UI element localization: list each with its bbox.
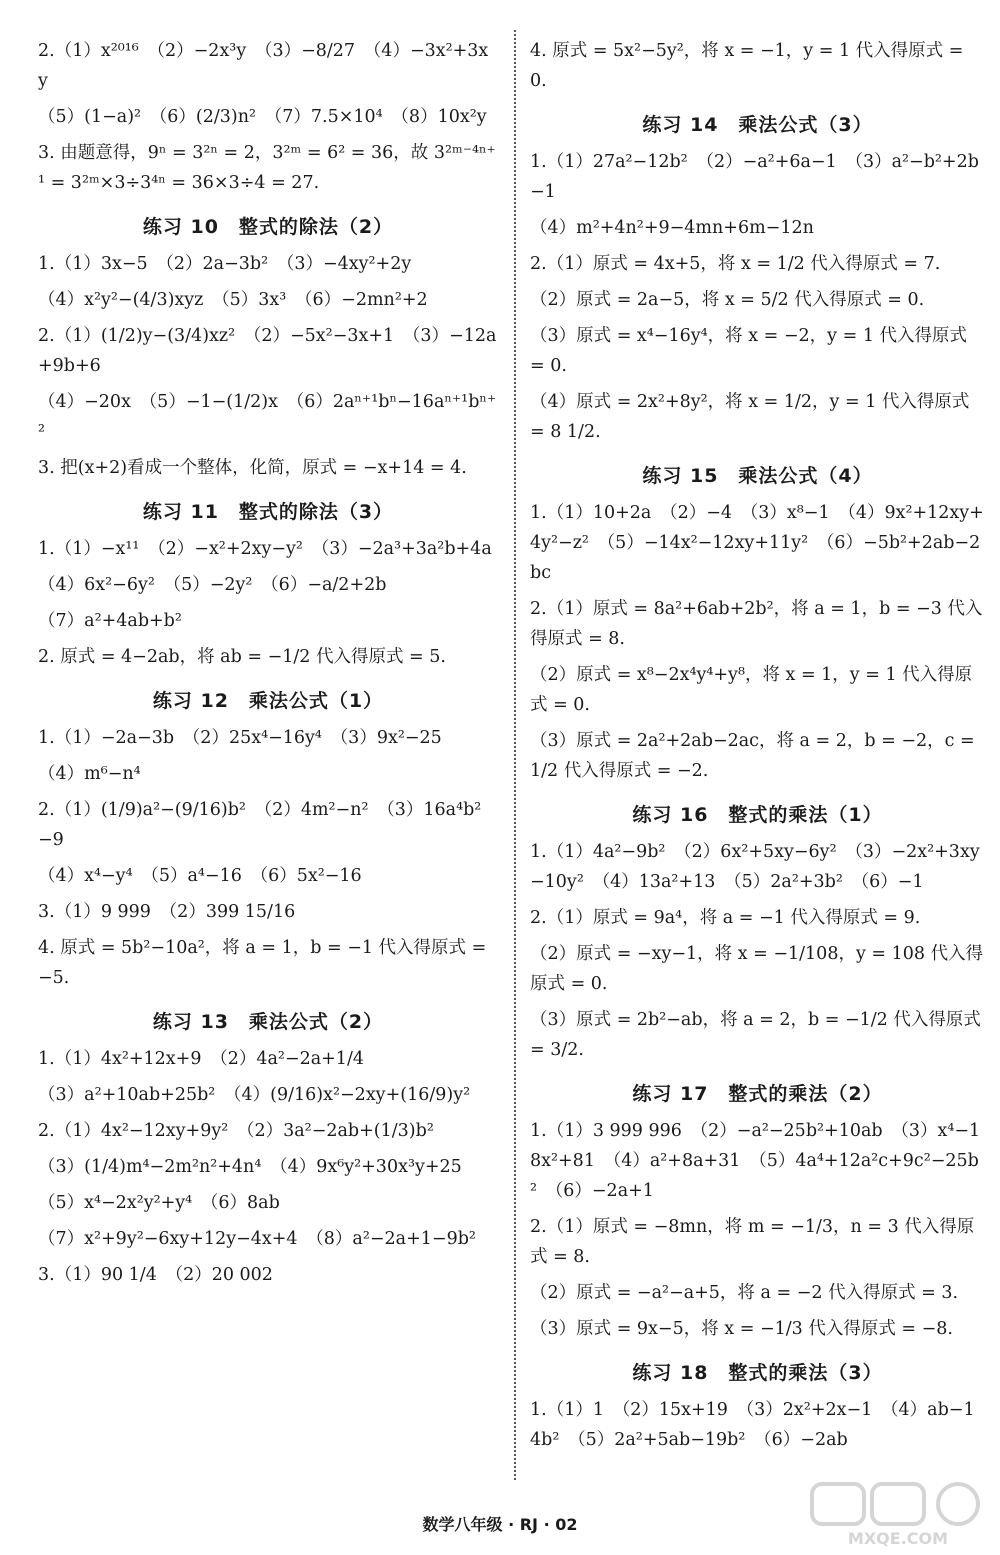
answer-line: 3.（1）90 1/4 （2）20 002 xyxy=(38,1265,273,1285)
answer-line: （3）原式 = 2a²+2ab−2ac，将 a = 2，b = −2，c = 1/2 代入得原式 = −2. xyxy=(530,731,981,781)
answer-line: 2.（1）原式 = 4x+5，将 x = 1/2 代入得原式 = 7. xyxy=(530,254,941,274)
answer-line: 4. 原式 = 5x²−5y²，将 x = −1，y = 1 代入得原式 = 0. xyxy=(530,41,969,91)
answer-line: 1.（1）1 （2）15x+19 （3）2x²+2x−1 （4）ab−14b² （5）2a²+5ab−19b² （6）−2ab xyxy=(530,1400,975,1450)
answer-line: 1.（1）10+2a （2）−4 （3）x⁸−1 （4）9x²+12xy+4y²−z² （5）−14x²−12xy+11y² （6）−5b²+2ab−2bc xyxy=(530,503,984,583)
answer-line: 2. 原式 = 4−2ab，将 ab = −1/2 代入得原式 = 5. xyxy=(38,647,446,667)
answer-line: 2.（1）原式 = −8mn，将 m = −1/3，n = 3 代入得原式 = 8. xyxy=(530,1217,975,1267)
answer-line: （3）原式 = 9x−5，将 x = −1/3 代入得原式 = −8. xyxy=(530,1319,953,1339)
answer-line: （5）(1−a)² （6）(2/3)n² （7）7.5×10⁴ （8）10x²y xyxy=(38,107,487,127)
answer-line: （2）原式 = −a²−a+5，将 a = −2 代入得原式 = 3. xyxy=(530,1283,959,1303)
answer-line: （3）原式 = 2b²−ab，将 a = 2，b = −1/2 代入得原式 = 3/2. xyxy=(530,1010,987,1060)
answer-line: 1.（1）27a²−12b² （2）−a²+6a−1 （3）a²−b²+2b−1 xyxy=(530,152,979,202)
section-title: 练习 18 整式的乘法（3） xyxy=(632,1362,883,1384)
answer-line: （2）原式 = 2a−5，将 x = 5/2 代入得原式 = 0. xyxy=(530,290,925,310)
section-title: 练习 16 整式的乘法（1） xyxy=(632,804,883,826)
answer-line: 1.（1）3x−5 （2）2a−3b² （3）−4xy²+2y xyxy=(38,254,412,274)
answer-line: （5）x⁴−2x²y²+y⁴ （6）8ab xyxy=(38,1193,280,1213)
answer-line: （4）x⁴−y⁴ （5）a⁴−16 （6）5x²−16 xyxy=(38,866,362,886)
left-column xyxy=(38,30,498,1296)
answer-line: 2.（1）原式 = 8a²+6ab+2b²，将 a = 1，b = −3 代入得原式 = 8. xyxy=(530,599,983,649)
watermark-logo xyxy=(808,1480,988,1550)
answer-line: （4）6x²−6y² （5）−2y² （6）−a/2+2b xyxy=(38,575,387,595)
answer-line: （4）m⁶−n⁴ xyxy=(38,764,141,784)
answer-line: （7）a²+4ab+b² xyxy=(38,611,182,631)
answer-line: （3）(1/4)m⁴−2m²n²+4n⁴ （4）9x⁶y²+30x³y+25 xyxy=(38,1157,462,1177)
section-title: 练习 17 整式的乘法（2） xyxy=(632,1083,883,1105)
answer-line: 1.（1）−2a−3b （2）25x⁴−16y⁴ （3）9x²−25 xyxy=(38,728,442,748)
section-title: 练习 12 乘法公式（1） xyxy=(152,690,384,712)
answer-line: 2.（1）(1/2)y−(3/4)xz² （2）−5x²−3x+1 （3）−12a+9b+6 xyxy=(38,326,497,376)
answer-line: 4. 原式 = 5b²−10a²，将 a = 1，b = −1 代入得原式 = −5. xyxy=(38,938,492,988)
answer-line: 1.（1）4a²−9b² （2）6x²+5xy−6y² （3）−2x²+3xy−10y² （4）13a²+13 （5）2a²+3b² （6）−1 xyxy=(530,842,980,892)
answer-line: （4）m²+4n²+9−4mn+6m−12n xyxy=(530,218,814,238)
answer-line: 1.（1）4x²+12x+9 （2）4a²−2a+1/4 xyxy=(38,1049,364,1069)
page-footer: 数学八年级 · RJ · 02 xyxy=(422,1515,578,1534)
section-title: 练习 15 乘法公式（4） xyxy=(642,465,873,487)
answer-line: 3. 由题意得，9ⁿ = 3²ⁿ = 2，3²ᵐ = 6² = 36，故 3²ᵐ⁻⁴ⁿ⁺¹ = 3²ᵐ×3÷3⁴ⁿ = 36×3÷4 = 27. xyxy=(38,143,496,193)
section-title: 练习 11 整式的除法（3） xyxy=(142,501,394,523)
section-title: 练习 14 乘法公式（3） xyxy=(642,114,873,136)
answer-line: 2.（1）4x²−12xy+9y² （2）3a²−2ab+(1/3)b² xyxy=(38,1121,434,1141)
answer-line: 1.（1）−x¹¹ （2）−x²+2xy−y² （3）−2a³+3a²b+4a xyxy=(38,539,492,559)
right-column xyxy=(530,30,985,1461)
column-divider xyxy=(514,30,516,1480)
section-title: 练习 10 整式的除法（2） xyxy=(142,216,394,238)
answer-line: 2.（1）(1/9)a²−(9/16)b² （2）4m²−n² （3）16a⁴b²−9 xyxy=(38,800,482,850)
answer-line: （4）原式 = 2x²+8y²，将 x = 1/2，y = 1 代入得原式 = 8 1/2. xyxy=(530,392,975,442)
answer-line: （3）a²+10ab+25b² （4）(9/16)x²−2xy+(16/9)y² xyxy=(38,1085,471,1105)
answer-line: 3. 把(x+2)看成一个整体，化简，原式 = −x+14 = 4. xyxy=(38,458,467,478)
watermark-text: MXQE.COM xyxy=(847,1529,949,1548)
answer-line: 1.（1）3 999 996 （2）−a²−25b²+10ab （3）x⁴−18x²+81 （4）a²+8a+31 （5）4a⁴+12a²c+9c²−25b² （6）−2a+1 xyxy=(530,1121,981,1201)
answer-line: （2）原式 = −xy−1，将 x = −1/108，y = 108 代入得原式 = 0. xyxy=(530,944,984,994)
section-title: 练习 13 乘法公式（2） xyxy=(152,1011,384,1033)
answer-line: 2.（1）原式 = 9a⁴，将 a = −1 代入得原式 = 9. xyxy=(530,908,921,928)
answer-line: （4）−20x （5）−1−(1/2)x （6）2aⁿ⁺¹bⁿ−16aⁿ⁺¹bⁿ⁺² xyxy=(38,392,497,442)
answer-line: 3.（1）9 999 （2）399 15/16 xyxy=(38,902,296,922)
answer-line: 2.（1）x²⁰¹⁶ （2）−2x³y （3）−8/27 （4）−3x²+3xy xyxy=(38,41,489,91)
answer-line: （3）原式 = x⁴−16y⁴，将 x = −2，y = 1 代入得原式 = 0. xyxy=(530,326,973,376)
answer-line: （2）原式 = x⁸−2x⁴y⁴+y⁸，将 x = 1，y = 1 代入得原式 = 0. xyxy=(530,665,973,715)
answer-line: （4）x²y²−(4/3)xyz （5）3x³ （6）−2mn²+2 xyxy=(38,290,428,310)
answer-line: （7）x²+9y²−6xy+12y−4x+4 （8）a²−2a+1−9b² xyxy=(38,1229,476,1249)
